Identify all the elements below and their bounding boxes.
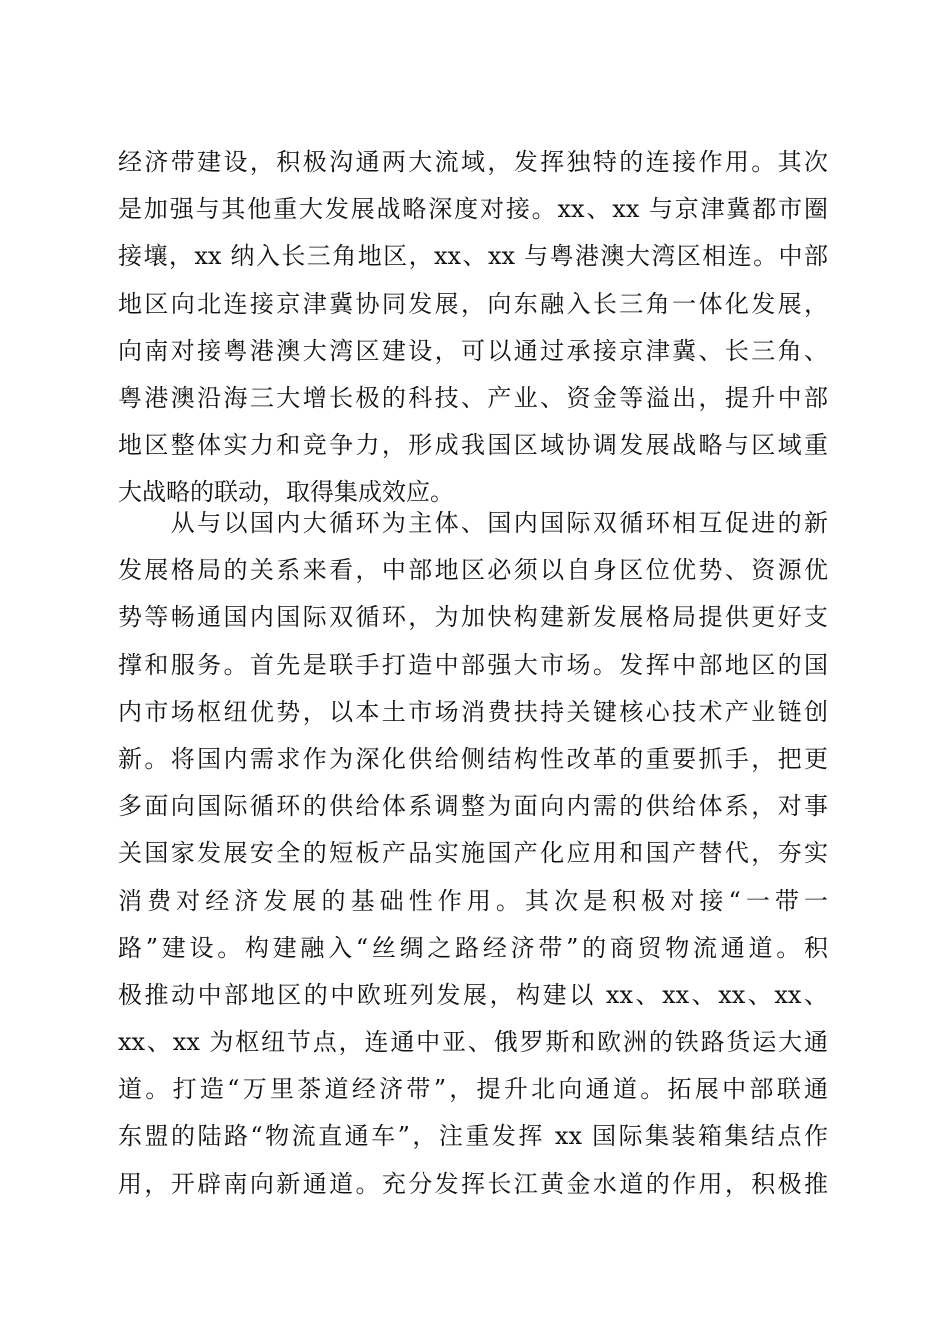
- text-line: 大战略的联动，取得集成效应。: [118, 478, 454, 507]
- text-line: 接壤，xx 纳入长三角地区，xx、xx 与粤港澳大湾区相连。中部: [118, 242, 828, 271]
- text-line: 路”建设。构建融入“丝绸之路经济带”的商贸物流通道。积: [118, 933, 828, 962]
- text-line: 粤港澳沿海三大增长极的科技、产业、资金等溢出，提升中部: [118, 383, 828, 412]
- paragraph-2: [118, 500, 828, 1208]
- text-line: 极推动中部地区的中欧班列发展，构建以 xx、xx、xx、xx、: [118, 980, 828, 1009]
- text-line: 向南对接粤港澳大湾区建设，可以通过承接京津冀、长三角、: [118, 336, 828, 365]
- text-line: 从与以国内大循环为主体、国内国际双循环相互促进的新: [118, 509, 828, 537]
- text-line: 地区向北连接京津冀协同发展，向东融入长三角一体化发展，: [118, 289, 828, 318]
- text-line: 用，开辟南向新通道。充分发挥长江黄金水道的作用，积极推: [118, 1169, 828, 1198]
- text-line: 道。打造“万里茶道经济带”，提升北向通道。拓展中部联通: [118, 1075, 828, 1104]
- text-line: 消费对经济发展的基础性作用。其次是积极对接“一带一: [118, 886, 828, 915]
- text-line: 势等畅通国内国际双循环，为加快构建新发展格局提供更好支: [118, 603, 828, 632]
- text-line: 新。将国内需求作为深化供给侧结构性改革的重要抓手，把更: [118, 744, 828, 773]
- paragraph-1: [118, 139, 828, 517]
- text-line: 撑和服务。首先是联手打造中部强大市场。发挥中部地区的国: [118, 650, 828, 679]
- text-line: 内市场枢纽优势，以本土市场消费扶持关键核心技术产业链创: [118, 697, 828, 726]
- text-line: 是加强与其他重大发展战略深度对接。xx、xx 与京津冀都市圈: [118, 195, 828, 224]
- text-line: xx、xx 为枢纽节点，连通中亚、俄罗斯和欧洲的铁路货运大通: [118, 1028, 828, 1057]
- text-line: 东盟的陆路“物流直通车”，注重发挥 xx 国际集装箱集结点作: [118, 1122, 828, 1151]
- text-line: 关国家发展安全的短板产品实施国产化应用和国产替代，夯实: [118, 839, 828, 868]
- text-line: 经济带建设，积极沟通两大流域，发挥独特的连接作用。其次: [118, 148, 828, 176]
- text-line: 地区整体实力和竞争力，形成我国区域协调发展战略与区域重: [118, 431, 828, 460]
- text-line: 多面向国际循环的供给体系调整为面向内需的供给体系，对事: [118, 792, 828, 821]
- text-line: 发展格局的关系来看，中部地区必须以自身区位优势、资源优: [118, 556, 828, 585]
